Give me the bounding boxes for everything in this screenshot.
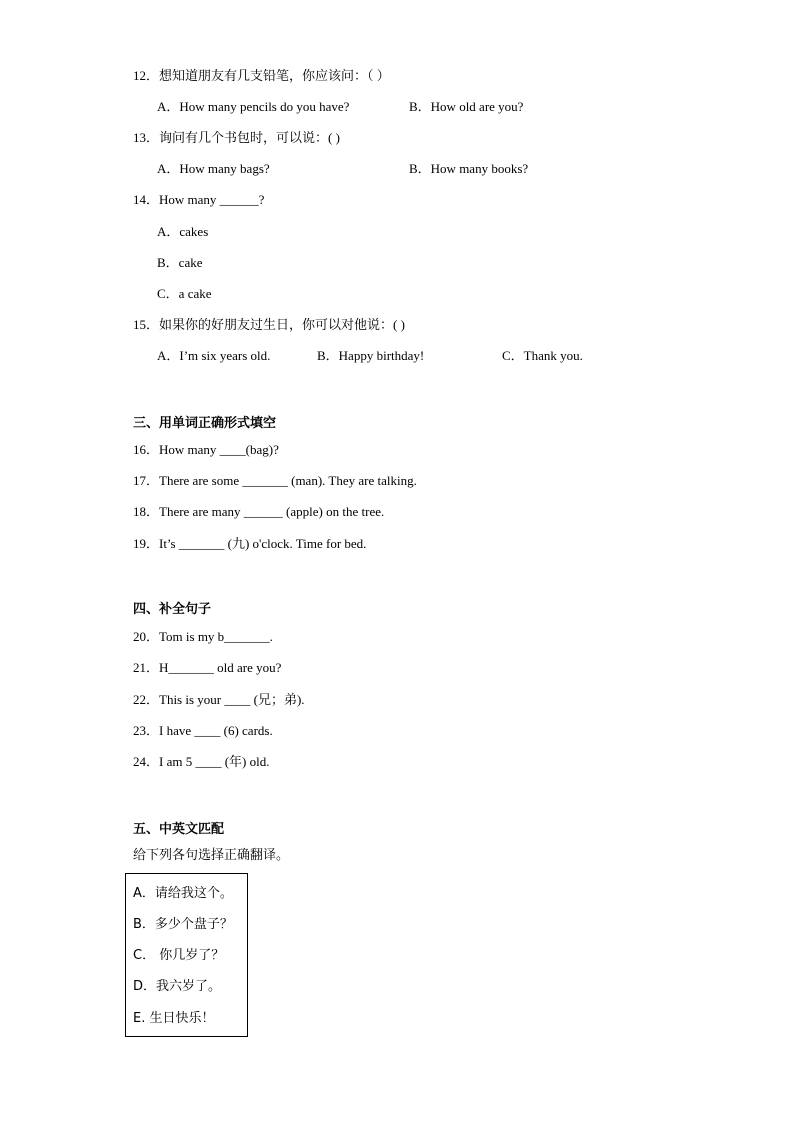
question-14: 14．How many ______? <box>133 192 265 207</box>
section-4-heading: 四、补全句子 <box>133 602 212 617</box>
q14-option-c: C．a cake <box>157 286 212 301</box>
question-20: 20．Tom is my b_______. <box>133 629 273 644</box>
question-24: 24．I am 5 ____ (年) old. <box>133 754 270 769</box>
question-19: 19．It’s _______ (九) o'clock. Time for bed. <box>133 536 367 551</box>
question-13: 13．询问有几个书包时，可以说：( ) <box>133 130 340 145</box>
question-22: 22．This is your ____ (兄；弟). <box>133 692 305 707</box>
q12-option-a: A．How many pencils do you have? <box>157 99 350 114</box>
question-18: 18．There are many ______ (apple) on the tree. <box>133 504 385 519</box>
question-12: 12．想知道朋友有几支铅笔，你应该问：（ ） <box>133 68 390 83</box>
section-3-heading: 三、用单词正确形式填空 <box>133 416 277 431</box>
q12-option-b: B．How old are you? <box>409 99 524 114</box>
box-item-e: E. 生日快乐！ <box>133 1011 215 1026</box>
question-16: 16．How many ____(bag)? <box>133 442 279 457</box>
q13-option-b: B．How many books? <box>409 161 529 176</box>
q14-option-a: A．cakes <box>157 224 209 239</box>
q13-option-a: A．How many bags? <box>157 161 270 176</box>
box-item-d: D．我六岁了。 <box>133 979 222 994</box>
question-15: 15．如果你的好朋友过生日，你可以对他说：( ) <box>133 317 405 332</box>
section-5-instruction: 给下列各句选择正确翻译。 <box>133 848 290 863</box>
question-23: 23．I have ____ (6) cards. <box>133 723 273 738</box>
question-17: 17．There are some _______ (man). They are talking. <box>133 473 417 488</box>
box-item-a: A．请给我这个。 <box>133 886 233 901</box>
q14-option-b: B．cake <box>157 255 203 270</box>
question-21: 21．H_______ old are you? <box>133 660 282 675</box>
q15-option-b: B．Happy birthday! <box>317 348 425 363</box>
box-item-c: C． 你几岁了？ <box>133 948 225 963</box>
translation-options-box <box>125 873 248 1037</box>
section-5-heading: 五、中英文匹配 <box>133 822 225 837</box>
q15-option-c: C．Thank you. <box>502 348 583 363</box>
q15-option-a: A．I’m six years old. <box>157 348 271 363</box>
box-item-b: B．多少个盘子？ <box>133 917 233 932</box>
